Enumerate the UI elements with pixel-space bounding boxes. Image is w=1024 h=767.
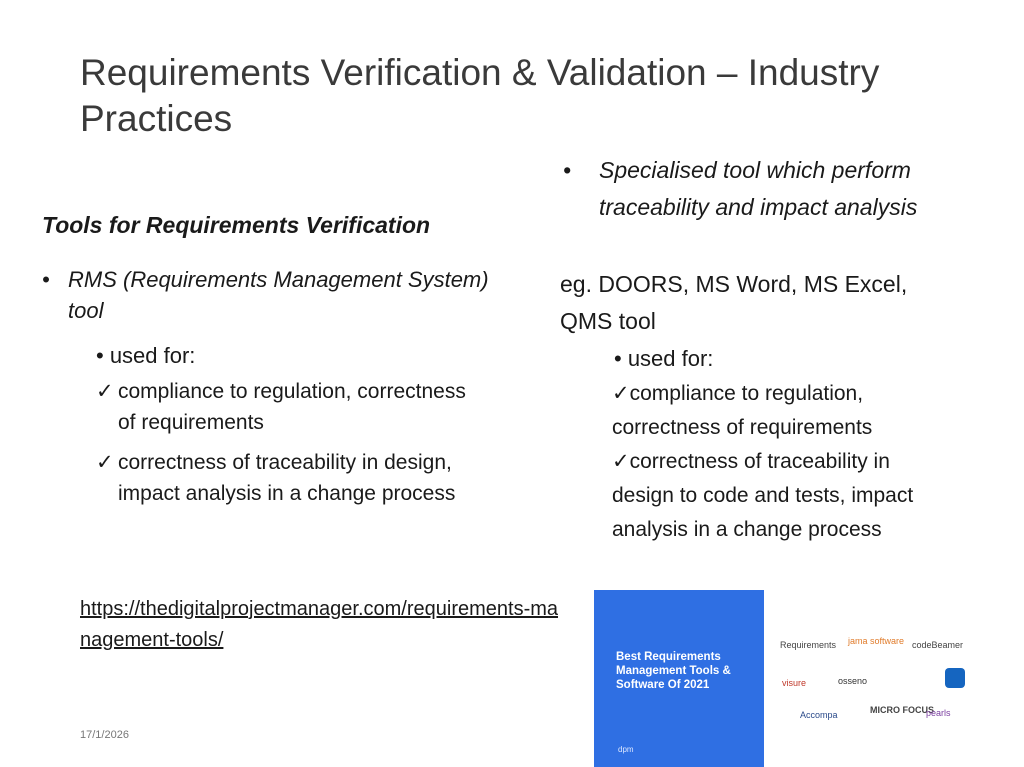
logo-visure: visure <box>782 678 807 688</box>
specialised-tool-bullet <box>563 152 923 226</box>
reference-link[interactable]: https://thedigitalprojectmanager.com/requirements-management-tools/ <box>80 598 559 651</box>
right-check-list <box>612 377 952 547</box>
logo-microfocus: MICRO FOCUS <box>870 705 934 715</box>
promo-title: Best Requirements Management Tools & Software Of 2021 <box>616 651 731 691</box>
check-item-left-2 <box>96 447 466 509</box>
promo-brand: dpm <box>618 745 634 754</box>
examples-text: eg. DOORS, MS Word, MS Excel, QMS tool <box>560 271 908 334</box>
checkmark-icon: ✓ <box>96 451 114 474</box>
logo-square-icon <box>945 668 965 688</box>
check-item-right-1: ✓compliance to regulation, correctness of requirements <box>612 382 873 439</box>
check-text: compliance to regulation, correctness of requirements <box>118 380 466 434</box>
specialised-tool-text: Specialised tool which perform traceability and impact analysis <box>599 157 918 220</box>
logo-requirements: Requirements <box>780 640 837 650</box>
used-for-label-left: • used for: <box>96 343 196 368</box>
promo-image <box>594 590 764 767</box>
checkmark-icon: ✓ <box>96 380 114 403</box>
logo-accompa: Accompa <box>800 710 838 720</box>
used-for-label-right: • used for: <box>614 346 714 371</box>
bullet-dot: • <box>563 157 572 183</box>
rms-bullet-text: RMS (Requirements Management System) tool <box>68 267 489 323</box>
check-item-left-1 <box>96 376 466 438</box>
slide-title: Requirements Verification & Validation – Industry Practices <box>80 52 880 139</box>
check-text: correctness of traceability in design, impact analysis in a change process <box>118 451 456 505</box>
logo-pearls: pearls <box>926 708 951 718</box>
check-item-right-2: ✓correctness of traceability in design to code and tests, impact analysis in a change process <box>612 450 914 541</box>
logo-osseno: osseno <box>838 676 868 686</box>
bullet-dot: • <box>42 267 50 292</box>
section-heading: Tools for Requirements Verification <box>42 212 431 238</box>
logo-jama: jama software <box>848 636 905 646</box>
logo-codebeamer: codeBeamer <box>912 640 964 650</box>
rms-bullet <box>42 264 512 326</box>
slide-date: 17/1/2026 <box>80 729 129 741</box>
